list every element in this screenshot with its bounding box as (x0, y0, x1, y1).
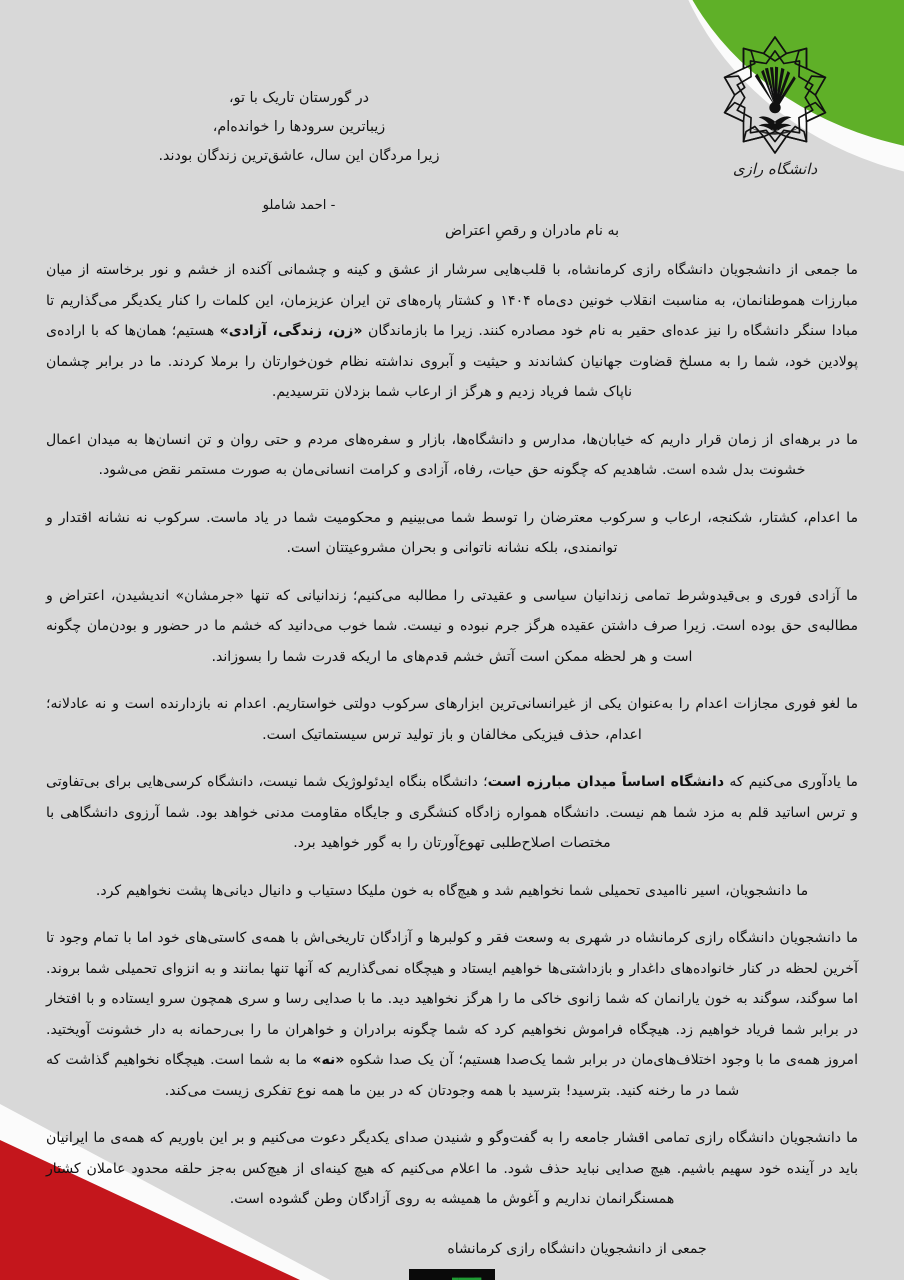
poem-attribution: - احمد شاملو (262, 198, 336, 213)
paragraph (46, 581, 858, 673)
university-logo (700, 18, 850, 178)
body-text: هستیم؛ همان‌ها که با اراده‌ی پولادین خود، شما را به مسلخ قضاوت جهانیان کشاندند و حیثیت و آبروی نداشته نظام خون‌خوارتان را برملا کردند. ما در برابر چشمان ناپاک شما فریاد زدیم و هرگز از ارعاب شما بزدلان نترسیدیم. (46, 323, 858, 400)
paragraph (46, 1123, 858, 1215)
university-logo-caption: دانشگاه رازی (732, 160, 818, 178)
paragraph (46, 425, 858, 486)
emblem-container (0, 1269, 904, 1280)
razi-university-seal-icon (712, 32, 838, 158)
body-text: ما دانشجویان، اسیر ناامیدی تحمیلی شما نخواهیم شد و هیچ‌گاه به خون ملیکا دستیاب و دانیال دیانی‌ها پشت نخواهیم کرد. (95, 882, 809, 899)
emphasis-text: دانشگاه اساساً میدان مبارزه است (487, 774, 725, 790)
poem-line-3: زیرا مردگان این سال، عاشق‌ترین زندگان بودند. (158, 148, 440, 164)
body-text: ما جمعی از دانشجویان دانشگاه رازی کرمانشاه، با قلب‌هایی سرشار از عشق و کینه و چشمانی آکنده از خشم و نور برخاسته از میان مبارزات هموطنانمان، به مناسبت انقلاب خونین دی‌ماه ۱۴۰۴ و کشتار پاره‌های تن ایران عزیزمان، این کلمات را کنار یکدیگر می‌گذاریم تا مبادا سنگر دانشگاه را نیز عده‌ای حقیر به نام خود مصادره کنند. زیرا ما بازماندگان (46, 262, 858, 339)
body-text: ما به شما است. هیچگاه نخواهیم گذاشت که شما در ما رخنه کنید. بترسید! بترسید با همه وجودتان که در بین ما همه نوع تفکری زیست می‌کند. (46, 1052, 740, 1099)
body-text: ما یادآوری می‌کنیم که (724, 774, 858, 790)
signature-line: جمعی از دانشجویان دانشگاه رازی کرمانشاه (447, 1240, 707, 1257)
body-text: ما لغو فوری مجازات اعدام را به‌عنوان یکی از غیرانسانی‌ترین ابزارهای سرکوب دولتی خواستاریم. اعدام نه بازدارنده است و نه عادلانه؛ اعدام، حذف فیزیکی مخالفان و باز تولید ترس سیستماتیک است. (46, 696, 858, 743)
body-text: ما دانشجویان دانشگاه رازی تمامی اقشار جامعه را به گفت‌وگو و شنیدن صدای یکدیگر دعوت می‌کنیم و بر این باوریم که همه‌ی ما ایرانیان باید در آینده خود سهیم باشیم. هیچ صدایی نباید حذف شود. ما اعلام می‌کنیم که هیچ کینه‌ای از هیچ‌کس به‌جز حلقه محدود عاملان کشتار همسنگرانمان نداریم و آغوش ما همیشه به روی آزادگان وطن گشوده است. (46, 1130, 858, 1207)
body-text: ؛ دانشگاه بنگاه ایدئولوژیک شما نیست، دانشگاه کرسی‌هایی برای بی‌تفاوتی و ترس اساتید قلم به مزد شما هم نیست. دانشگاه همواره زادگاه کنشگری و جایگاه مقاومت مدنی خواهد بود. شما آرزوی دانشگاهی با مختصات اصلاح‌طلبی تهوع‌آورتان را به گور خواهید برد. (46, 774, 858, 851)
body-text: ما دانشجویان دانشگاه رازی کرمانشاه در شهری به وسعت فقر و کولبرها و آزادگان تاریخی‌اش با همه‌ی کاستی‌های خود اما با تمام وجود تا آخرین لحظه در کنار خانواده‌های داغدار و بازداشتی‌ها خواهیم ایستاد و هیچگاه نمی‌گذاریم که آنها تنها بمانند و به انزوای تحمیلی شما بروند. اما سوگند، سوگند به خون یارانمان که شما زانوی خاکی ما را هرگز نخواهید دید. ما با صدایی رسا و سری همچون سرو ایستاده و با افتخار در برابر شما فریاد خواهیم زد. هیچگاه فراموش نخواهیم کرد که شما چگونه برادران و خواهران ما را بی‌رحمانه به دار خشونت آویختید. امروز همه‌ی ما با وجود اختلاف‌های‌مان در برابر شما یک‌صدا هستیم؛ آن یک صدا شکوه (46, 930, 858, 1068)
body-text: ما آزادی فوری و بی‌قیدوشرط تمامی زندانیان سیاسی و عقیدتی را مطالبه می‌کنیم؛ زندانیانی که تنها «جرمشان» اندیشیدن، اعتراض و مطالبه‌ی حق بوده است. زیرا صرف داشتن عقیده هرگز جرم نبوده و نیست. شما خوب می‌دانید که خشم ما در حضور و بودن‌مان چگونه است و هر لحظه ممکن است آتش خشم قدم‌های ما اریکه قدرت شما را بسوزاند. (46, 587, 858, 665)
statement-body (0, 255, 904, 1215)
poem-line-2: زیباترین سرودها را خوانده‌ام، (212, 119, 386, 135)
dedication-line: به نام مادران و رقصِ اعتراض (444, 223, 620, 239)
poem-line-1: در گورستان تاریک با تو، (228, 90, 370, 106)
body-text: ما در برهه‌ای از زمان قرار داریم که خیابان‌ها، مدارس و دانشگاه‌ها، بازار و سفره‌های مردم و حتی روان و تن انسان‌ها به میدان اعمال خشونت بدل شده است. شاهدیم که چگونه حق حیات، رفاه، آزادی و کرامت انسانی‌مان به صورت مستمر نقض می‌شود. (46, 431, 858, 478)
paragraph (46, 689, 858, 750)
paragraph (46, 767, 858, 859)
body-text: ما اعدام، کشتار، شکنجه، ارعاب و سرکوب معترضان را توسط شما می‌بینیم و محکومیت شما در یاد ماست. سرکوب نه نشانه اقتدار و توانمندی، بلکه نشانه ناتوانی و بحران مشروعیتتان است. (46, 509, 858, 556)
paragraph (46, 503, 858, 564)
epigraph-poem (64, 18, 534, 219)
document-header (0, 0, 904, 219)
paragraph (46, 923, 858, 1106)
emphasis-text: «زن، زندگی، آزادی» (219, 323, 363, 339)
paragraph (46, 255, 858, 408)
emphasis-text: «نه» (312, 1052, 345, 1068)
woman-life-freedom-emblem-icon (409, 1269, 495, 1280)
paragraph (46, 876, 858, 907)
